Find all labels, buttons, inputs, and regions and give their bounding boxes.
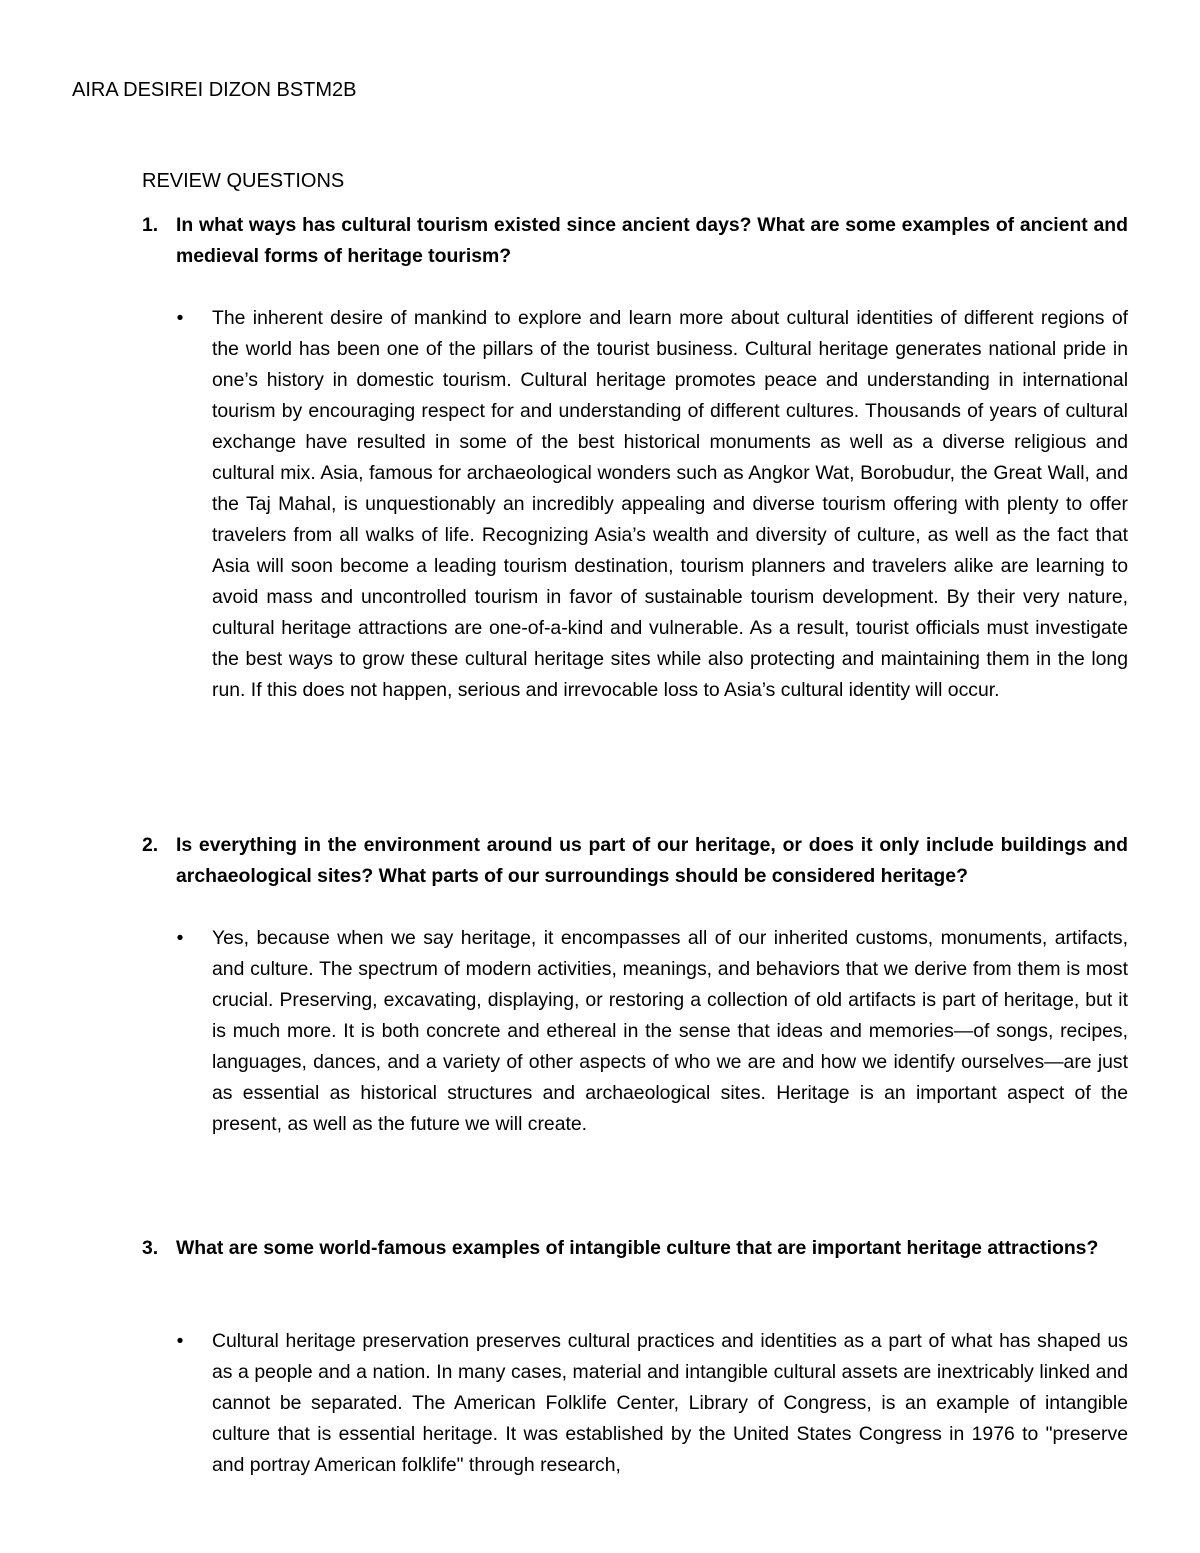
answer-1 xyxy=(172,303,1128,706)
question-1 xyxy=(142,210,1128,272)
question-2 xyxy=(142,830,1128,892)
answer-3 xyxy=(172,1326,1128,1481)
question-number: 1. xyxy=(142,214,159,236)
section-title: REVIEW QUESTIONS xyxy=(142,170,345,192)
answer-2 xyxy=(172,923,1128,1140)
answer-text: Yes, because when we say heritage, it encompasses all of our inherited customs, monuments, artifacts, and culture. The spectrum of modern activities, meanings, and behaviors that we derive from them is most crucial. Preserving, excavating, displaying, or restoring a collection of old artifacts is part of heritage, but it is much more. It is both concrete and ethereal in the sense that ideas and memories—of songs, recipes, languages, dances, and a variety of other aspects of who we are and how we identify ourselves—are just as essential as historical structures and archaeological sites. Heritage is an important aspect of the present, as well as the future we will create. xyxy=(212,927,1128,1135)
bullet-icon: • xyxy=(176,307,184,329)
question-number: 2. xyxy=(142,834,159,856)
bullet-icon: • xyxy=(176,1330,184,1352)
question-text: In what ways has cultural tourism existed since ancient days? What are some examples of ancient and medieval forms of heritage tourism? xyxy=(176,214,1128,267)
question-3 xyxy=(142,1233,1128,1264)
question-number: 3. xyxy=(142,1237,159,1259)
answer-text: The inherent desire of mankind to explore and learn more about cultural identities of different regions of the world has been one of the pillars of the tourist business. Cultural heritage generates national pride in one’s history in domestic tourism. Cultural heritage promotes peace and understanding in international tourism by encouraging respect for and understanding of different cultures. Thousands of years of cultural exchange have resulted in some of the best historical monuments as well as a diverse religious and cultural mix. Asia, famous for archaeological wonders such as Angkor Wat, Borobudur, the Great Wall, and the Taj Mahal, is unquestionably an incredibly appealing and diverse tourism offering with plenty to offer travelers from all walks of life. Recognizing Asia’s wealth and diversity of culture, as well as the fact that Asia will soon become a leading tourism destination, tourism planners and travelers alike are learning to avoid mass and uncontrolled tourism in favor of sustainable tourism development. By their very nature, cultural heritage attractions are one-of-a-kind and vulnerable. As a result, tourist officials must investigate the best ways to grow these cultural heritage sites while also protecting and maintaining them in the long run. If this does not happen, serious and irrevocable loss to Asia’s cultural identity will occur. xyxy=(212,307,1128,701)
bullet-icon: • xyxy=(176,927,184,949)
question-text: Is everything in the environment around us part of our heritage, or does it only include buildings and archaeological sites? What parts of our surroundings should be considered heritage? xyxy=(176,834,1128,887)
author-name: AIRA DESIREI DIZON BSTM2B xyxy=(72,79,357,101)
answer-text: Cultural heritage preservation preserves cultural practices and identities as a part of what has shaped us as a people and a nation. In many cases, material and intangible cultural assets are inextricably linked and cannot be separated. The American Folklife Center, Library of Congress, is an example of intangible culture that is essential heritage. It was established by the United States Congress in 1976 to "preserve and portray American folklife" through research, xyxy=(212,1330,1128,1476)
question-text: What are some world-famous examples of intangible culture that are important heritage attractions? xyxy=(176,1237,1099,1259)
